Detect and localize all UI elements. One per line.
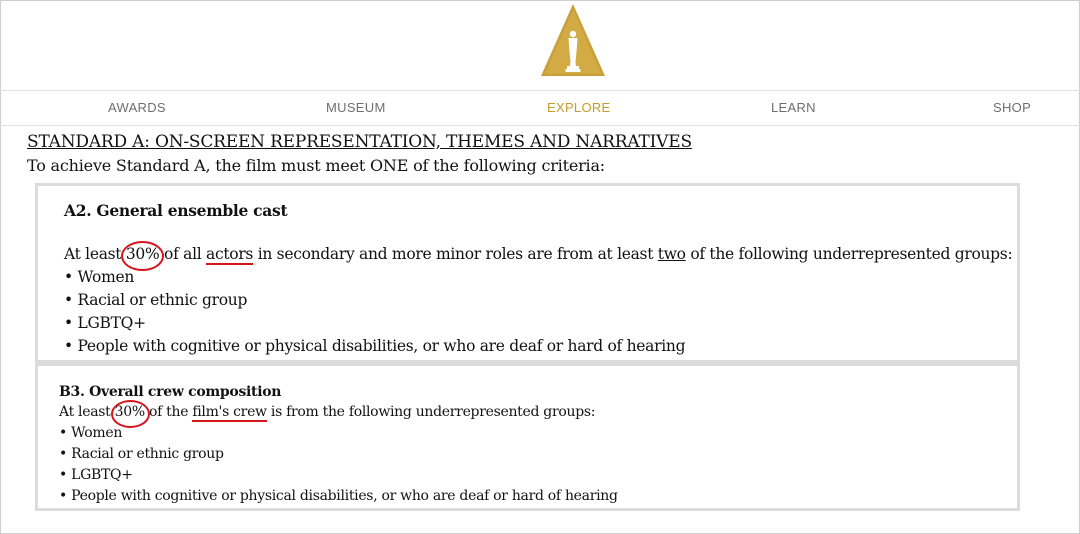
criterion-b3-statement <box>59 404 595 420</box>
list-item: • Racial or ethnic group <box>59 446 224 462</box>
criterion-b3-title: B3. Overall crew composition <box>59 384 282 400</box>
criterion-a2-title: A2. General ensemble cast <box>64 201 288 220</box>
statement-text: At least <box>59 404 115 420</box>
criterion-b3-box <box>35 363 1020 511</box>
academy-oscar-logo-icon[interactable] <box>541 4 605 76</box>
percent-circled <box>115 404 145 420</box>
list-item: • People with cognitive or physical disabilities, or who are deaf or hard of hearing <box>64 337 686 355</box>
criterion-a2-statement <box>64 245 1012 263</box>
percent-circled <box>126 245 160 263</box>
nav-item-explore[interactable]: EXPLORE <box>547 100 611 115</box>
nav-item-museum[interactable]: MUSEUM <box>326 100 386 115</box>
statement-text: of the following underrepresented groups: <box>685 245 1013 263</box>
actors-underlined: actors <box>206 245 254 263</box>
statement-text: is from the following underrepresented groups: <box>266 404 596 420</box>
list-item: • Women <box>59 425 123 441</box>
nav-item-shop[interactable]: SHOP <box>993 100 1032 115</box>
site-header <box>0 0 1080 90</box>
statement-text: of the <box>144 404 193 420</box>
percent-value: 30% <box>114 404 145 420</box>
statement-text: in secondary and more minor roles are from at least <box>253 245 658 263</box>
nav-item-learn[interactable]: LEARN <box>771 100 816 115</box>
criterion-a2-box <box>35 183 1020 363</box>
list-item: • Women <box>64 268 135 286</box>
two-underlined: two <box>657 245 686 263</box>
films-crew-underlined: film's crew <box>192 404 267 420</box>
list-item: • LGBTQ+ <box>59 467 133 483</box>
standard-subtitle: To achieve Standard A, the film must meet ONE of the following criteria: <box>27 156 605 175</box>
percent-value: 30% <box>125 245 160 263</box>
statement-text: At least <box>64 245 126 263</box>
standard-title: STANDARD A: ON-SCREEN REPRESENTATION, THEMES AND NARRATIVES <box>27 132 692 152</box>
main-nav <box>0 90 1080 126</box>
nav-item-awards[interactable]: AWARDS <box>108 100 166 115</box>
list-item: • Racial or ethnic group <box>64 291 248 309</box>
list-item: • People with cognitive or physical disabilities, or who are deaf or hard of hearing <box>59 488 618 504</box>
statement-text: of all <box>159 245 207 263</box>
list-item: • LGBTQ+ <box>64 314 146 332</box>
